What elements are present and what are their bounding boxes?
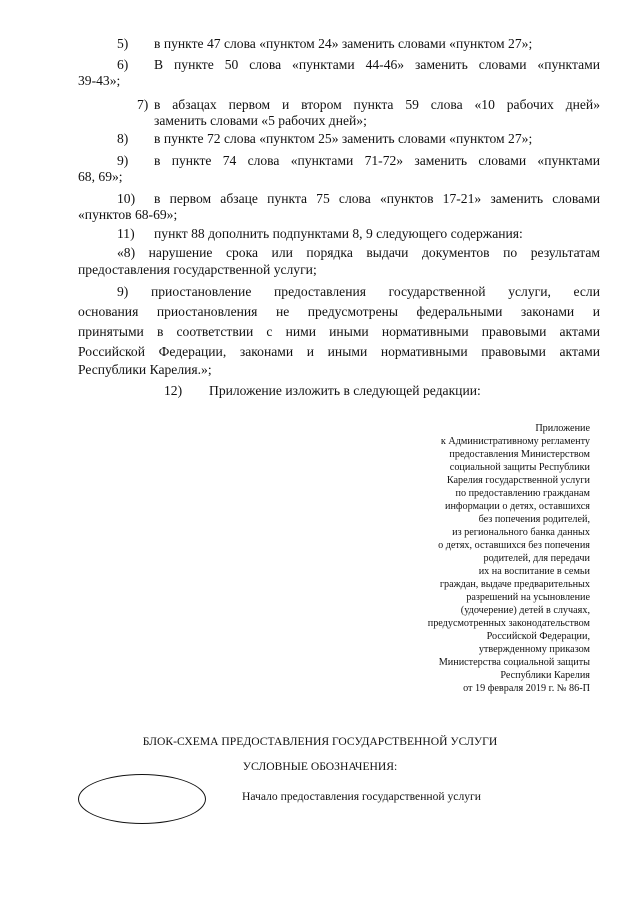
item-11-text: пункт 88 дополнить подпунктами 8, 9 следующего содержания: xyxy=(154,226,523,241)
item-7-line-2: заменить словами «5 рабочих дней»; xyxy=(154,113,367,128)
item-9-line-2: 68, 69»; xyxy=(78,169,123,184)
subitem-9-line-5: Республики Карелия.»; xyxy=(78,362,212,377)
start-oval-symbol xyxy=(78,774,206,824)
item-5-text: в пункте 47 слова «пунктом 24» заменить словами «пунктом 27»; xyxy=(154,36,533,51)
subitem-9-line-2: основания приостановления не предусмотрены федеральными законами и xyxy=(78,304,600,319)
item-10-number: 10) xyxy=(117,191,136,206)
appendix-line: социальной защиты Республики xyxy=(449,462,590,473)
item-6-line-2: 39-43»; xyxy=(78,73,121,88)
appendix-line: Российской Федерации, xyxy=(486,631,590,642)
appendix-line: к Административному регламенту xyxy=(440,436,590,447)
item-6-number: 6) xyxy=(117,57,129,72)
item-9-line-1: в пункте 74 слова «пунктами 71-72» заменить словами «пунктами xyxy=(154,153,600,168)
subitem-9-line-1: 9) приостановление предоставления государственной услуги, если xyxy=(117,284,600,299)
appendix-line: их на воспитание в семьи xyxy=(478,566,590,577)
appendix-line: Министерства социальной защиты xyxy=(438,657,590,668)
subitem-8-line-1: «8) нарушение срока или порядка выдачи документов по результатам xyxy=(117,245,600,260)
appendix-line: Карелия государственной услуги xyxy=(446,475,590,486)
appendix-line: родителей, для передачи xyxy=(483,553,590,564)
appendix-line: граждан, выдаче предварительных xyxy=(439,579,590,590)
appendix-date: от 19 февраля 2019 г. № 86-П xyxy=(463,683,590,694)
item-7-number: 7) xyxy=(137,97,149,112)
appendix-line: из регионального банка данных xyxy=(452,527,590,538)
item-10-line-1: в первом абзаце пункта 75 слова «пунктов 17-21» заменить словами xyxy=(154,191,600,206)
subitem-9-line-4: Российской Федерации, законами и иными нормативными правовыми актами xyxy=(78,344,600,359)
legend-title: УСЛОВНЫЕ ОБОЗНАЧЕНИЯ: xyxy=(242,760,398,773)
appendix-line: предоставления Министерством xyxy=(449,449,590,460)
appendix-line: разрешений на усыновление xyxy=(466,592,590,603)
item-8-text: в пункте 72 слова «пунктом 25» заменить словами «пунктом 27»; xyxy=(154,131,533,146)
legend-start-label: Начало предоставления государственной услуги xyxy=(242,790,481,803)
appendix-line: без попечения родителей, xyxy=(478,514,590,525)
item-9-number: 9) xyxy=(117,153,129,168)
appendix-line: Республики Карелия xyxy=(500,670,590,681)
appendix-line: по предоставлению гражданам xyxy=(455,488,590,499)
item-5-number: 5) xyxy=(117,36,129,51)
appendix-line: предусмотренных законодательством xyxy=(427,618,590,629)
subitem-9-line-3: принятыми в соответствии с ними иными нормативными правовыми актами xyxy=(78,324,600,339)
appendix-line: утвержденному приказом xyxy=(478,644,590,655)
appendix-line: информации о детях, оставшихся xyxy=(445,501,590,512)
item-10-line-2: «пунктов 68-69»; xyxy=(78,207,178,222)
item-12-text: Приложение изложить в следующей редакции: xyxy=(209,383,481,398)
item-12-number: 12) xyxy=(164,383,183,398)
scheme-title: БЛОК-СХЕМА ПРЕДОСТАВЛЕНИЯ ГОСУДАРСТВЕННОЙ УСЛУГИ xyxy=(142,735,498,748)
item-7-line-1: в абзацах первом и втором пункта 59 слова «10 рабочих дней» xyxy=(154,97,600,112)
appendix-line: о детях, оставшихся без попечения xyxy=(438,540,590,551)
subitem-8-line-2: предоставления государственной услуги; xyxy=(78,262,317,277)
item-6-line-1: В пункте 50 слова «пунктами 44-46» заменить словами «пунктами xyxy=(154,57,600,72)
item-8-number: 8) xyxy=(117,131,129,146)
appendix-line: (удочерение) детей в случаях, xyxy=(460,605,590,616)
appendix-line: Приложение xyxy=(535,423,590,434)
item-11-number: 11) xyxy=(117,226,135,241)
